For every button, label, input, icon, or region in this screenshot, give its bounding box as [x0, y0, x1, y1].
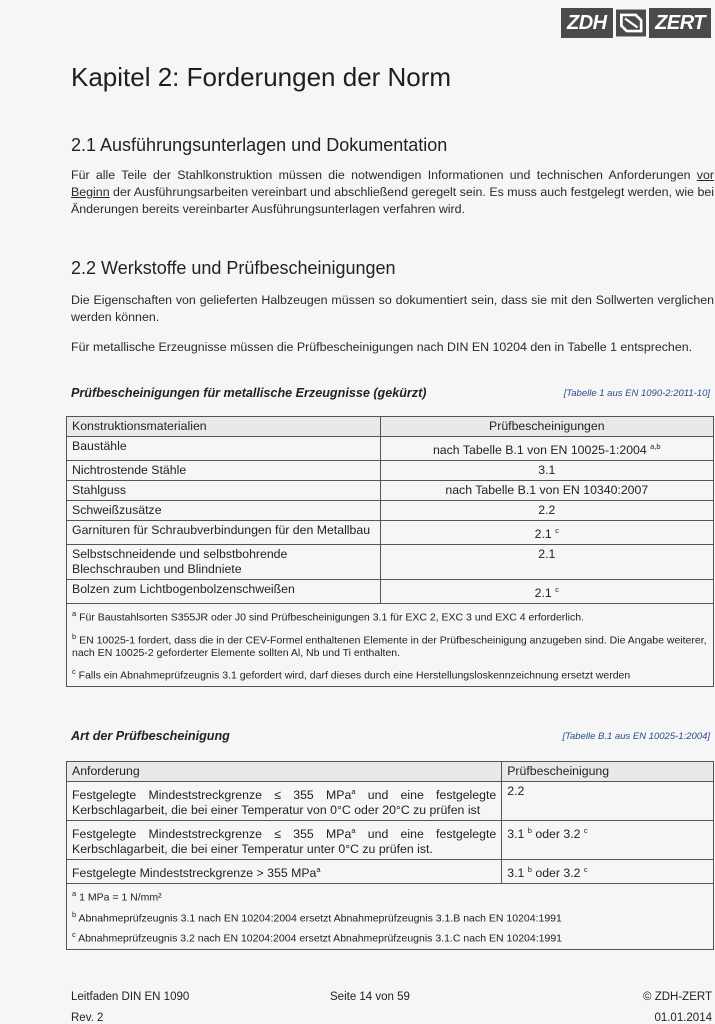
section-2-2-paragraph-1: Die Eigenschaften von gelieferten Halbzeugen müssen so dokumentiert sein, dass sie mit den Sollwerten verglichen werden können. [71, 293, 714, 324]
footnote-text: Falls ein Abnahmeprüfzeugnis 3.1 gefordert wird, darf dieses durch eine Herstellungsloskennzeichnung ersetzt werden [78, 669, 631, 682]
req-text: und eine festgelegte Kerbschlagarbeit, die bei einer Temperatur unter 0°C zu prüfen ist. [72, 827, 497, 857]
footnote-mark: a [72, 889, 77, 899]
footnote-mark: c [555, 526, 559, 536]
footnote [72, 928, 708, 946]
footnote-mark: a [351, 787, 356, 796]
table-2 [66, 761, 714, 950]
table-cell [67, 782, 502, 821]
req-text: und eine festgelegte Kerbschlagarbeit, die bei einer Temperatur von 0°C oder 20°C zu prüfen ist [72, 788, 497, 818]
table-row [67, 461, 714, 481]
cert-value: 2.2 [507, 784, 525, 798]
footnote-mark: c [72, 667, 76, 677]
cert-value: 3.2 [563, 827, 581, 842]
table-1-source: [Tabelle 1 aus EN 1090-2:2011-10] [563, 388, 710, 399]
logo-emblem-icon [616, 8, 647, 38]
table-row [67, 821, 714, 860]
footnote-mark: c [583, 865, 588, 875]
table-row [67, 580, 714, 604]
footer-revision: Rev. 2 [71, 1012, 104, 1024]
table-cell [67, 860, 502, 884]
table-cell [67, 821, 502, 860]
section-2-1-paragraph [71, 167, 714, 218]
footnote-mark: c [72, 930, 76, 940]
cert-value: 2.1 [534, 586, 552, 601]
table-2-source: [Tabelle B.1 aus EN 10025-1:2004] [562, 731, 710, 742]
table-2-notes [67, 884, 714, 950]
logo-zert: ZERT [649, 8, 711, 38]
cert-conj: oder [531, 827, 564, 842]
table-2-notes-row [67, 884, 714, 950]
table-1-notes [67, 604, 714, 687]
footer-doc-title: Leitfaden DIN EN 1090 [71, 991, 190, 1003]
footnote [72, 665, 708, 683]
table-cell [380, 580, 713, 604]
table-1 [66, 416, 714, 687]
footnote [72, 607, 708, 625]
footer-date: 01.01.2014 [654, 1012, 712, 1024]
table-cell [380, 481, 713, 501]
table-1-caption-text: Prüfbescheinigungen für metallische Erzeugnisse (gekürzt) [71, 386, 427, 400]
footer-page-number: Seite 14 von 59 [330, 991, 410, 1003]
table-cell [380, 501, 713, 521]
table-1-header-cert: Prüfbescheinigungen [380, 417, 713, 437]
cert-value: 3.1 [507, 827, 525, 842]
table-cell: Garnituren für Schraubverbindungen für den Metallbau [67, 521, 381, 545]
cert-value: 2.1 [534, 527, 552, 542]
table-cell [380, 461, 713, 481]
p1-text-b: der Ausführungsarbeiten vereinbart und abschließend geregelt sein. Es muss auch festgelegt werden, wie bei Änderungen bereits vereinbarter Ausführungsunterlagen verfahren wird. [71, 185, 714, 216]
zdh-zert-logo [561, 6, 711, 40]
footnote [72, 887, 708, 905]
cert-conj: oder [531, 866, 564, 881]
table-cell [502, 860, 714, 884]
cert-value: 2.2 [538, 503, 556, 518]
footnote-mark: b [527, 826, 532, 836]
table-cell: Schweißzusätze [67, 501, 381, 521]
table-1-header-material: Konstruktionsmaterialien [67, 417, 381, 437]
footnote-text: Abnahmeprüfzeugnis 3.1 nach EN 10204:2004 ersetzt Abnahmeprüfzeugnis 3.1.B nach EN 10204:1991 [78, 912, 562, 925]
footnote-text: EN 10025-1 fordert, dass die in der CEV-Formel enthaltenen Elemente in der Prüfbescheinigung anzugeben sind. Die Angabe weiterer, nach EN 10025-2 geforderter Elemente sollten Al, Nb und Ti enthalten. [72, 634, 707, 660]
footnote-mark: b [72, 909, 77, 919]
section-2-1-title: 2.1 Ausführungsunterlagen und Dokumentation [71, 135, 448, 155]
table-cell: Nichtrostende Stähle [67, 461, 381, 481]
cert-value: 3.2 [563, 866, 581, 881]
req-text: Festgelegte Mindeststreckgrenze ≤ 355 MPa [72, 788, 352, 803]
table-cell [380, 437, 713, 461]
table-cell: Bolzen zum Lichtbogenbolzenschweißen [67, 580, 381, 604]
footnote-mark: c [583, 826, 588, 836]
footnote-mark: a,b [650, 442, 661, 451]
table-row [67, 521, 714, 545]
cert-value: 3.1 [507, 866, 525, 881]
footnote-mark: a [316, 865, 321, 875]
table-cell [380, 545, 713, 580]
table-1-header-row [67, 417, 714, 437]
table-row [67, 782, 714, 821]
logo-zdh: ZDH [561, 8, 613, 38]
chapter-title: Kapitel 2: Forderungen der Norm [71, 62, 452, 92]
table-row [67, 437, 714, 461]
p1-underlined: vor Beginn [71, 168, 714, 199]
table-cell: Stahlguss [67, 481, 381, 501]
cert-value: nach Tabelle B.1 von EN 10025-1:2004 [432, 443, 647, 458]
footnote-text: 1 MPa = 1 N/mm² [79, 891, 162, 904]
table-cell [502, 782, 714, 821]
footnote-mark: b [527, 865, 532, 875]
table-1-notes-row [67, 604, 714, 687]
cert-value: nach Tabelle B.1 von EN 10340:2007 [445, 483, 649, 498]
footnote-mark: a [72, 609, 77, 619]
table-2-header-cert: Prüfbescheinigung [502, 762, 714, 782]
table-row [67, 860, 714, 884]
footnote-mark: a [351, 826, 356, 836]
table-cell: Selbstschneidende und selbstbohrende Blechschrauben und Blindniete [67, 545, 381, 580]
table-row [67, 501, 714, 521]
footnote-text: Für Baustahlsorten S355JR oder J0 sind Prüfbescheinigungen 3.1 für EXC 2, EXC 3 und EXC 4 erforderlich. [79, 611, 584, 624]
footnote-mark: b [72, 631, 77, 641]
footnote [72, 630, 708, 661]
footnote [72, 908, 708, 926]
table-row [67, 481, 714, 501]
table-2-header-row [67, 762, 714, 782]
table-2-caption [71, 729, 714, 743]
table-cell: Baustähle [67, 437, 381, 461]
table-2-header-requirement: Anforderung [67, 762, 502, 782]
section-2-2-paragraph-2: Für metallische Erzeugnisse müssen die Prüfbescheinigungen nach DIN EN 10204 den in Tabelle 1 entsprechen. [71, 340, 693, 354]
footnote-mark: c [555, 585, 559, 595]
req-text: Festgelegte Mindeststreckgrenze > 355 MPa [72, 866, 317, 881]
req-text: Festgelegte Mindeststreckgrenze ≤ 355 MPa [72, 827, 352, 842]
table-1-caption [71, 386, 714, 400]
cert-value: 2.1 [538, 547, 556, 562]
cert-value: 3.1 [538, 463, 556, 478]
section-2-2-title: 2.2 Werkstoffe und Prüfbescheinigungen [71, 258, 396, 278]
table-2-caption-text: Art der Prüfbescheinigung [71, 729, 230, 743]
footnote-text: Abnahmeprüfzeugnis 3.2 nach EN 10204:2004 ersetzt Abnahmeprüfzeugnis 3.1.C nach EN 10204:1991 [78, 932, 563, 945]
table-cell [380, 521, 713, 545]
p1-text-a: Für alle Teile der Stahlkonstruktion müssen die notwendigen Informationen und technischen Anforderungen [71, 168, 697, 182]
table-cell [502, 821, 714, 860]
table-row [67, 545, 714, 580]
footer-copyright: © ZDH-ZERT [643, 991, 712, 1003]
